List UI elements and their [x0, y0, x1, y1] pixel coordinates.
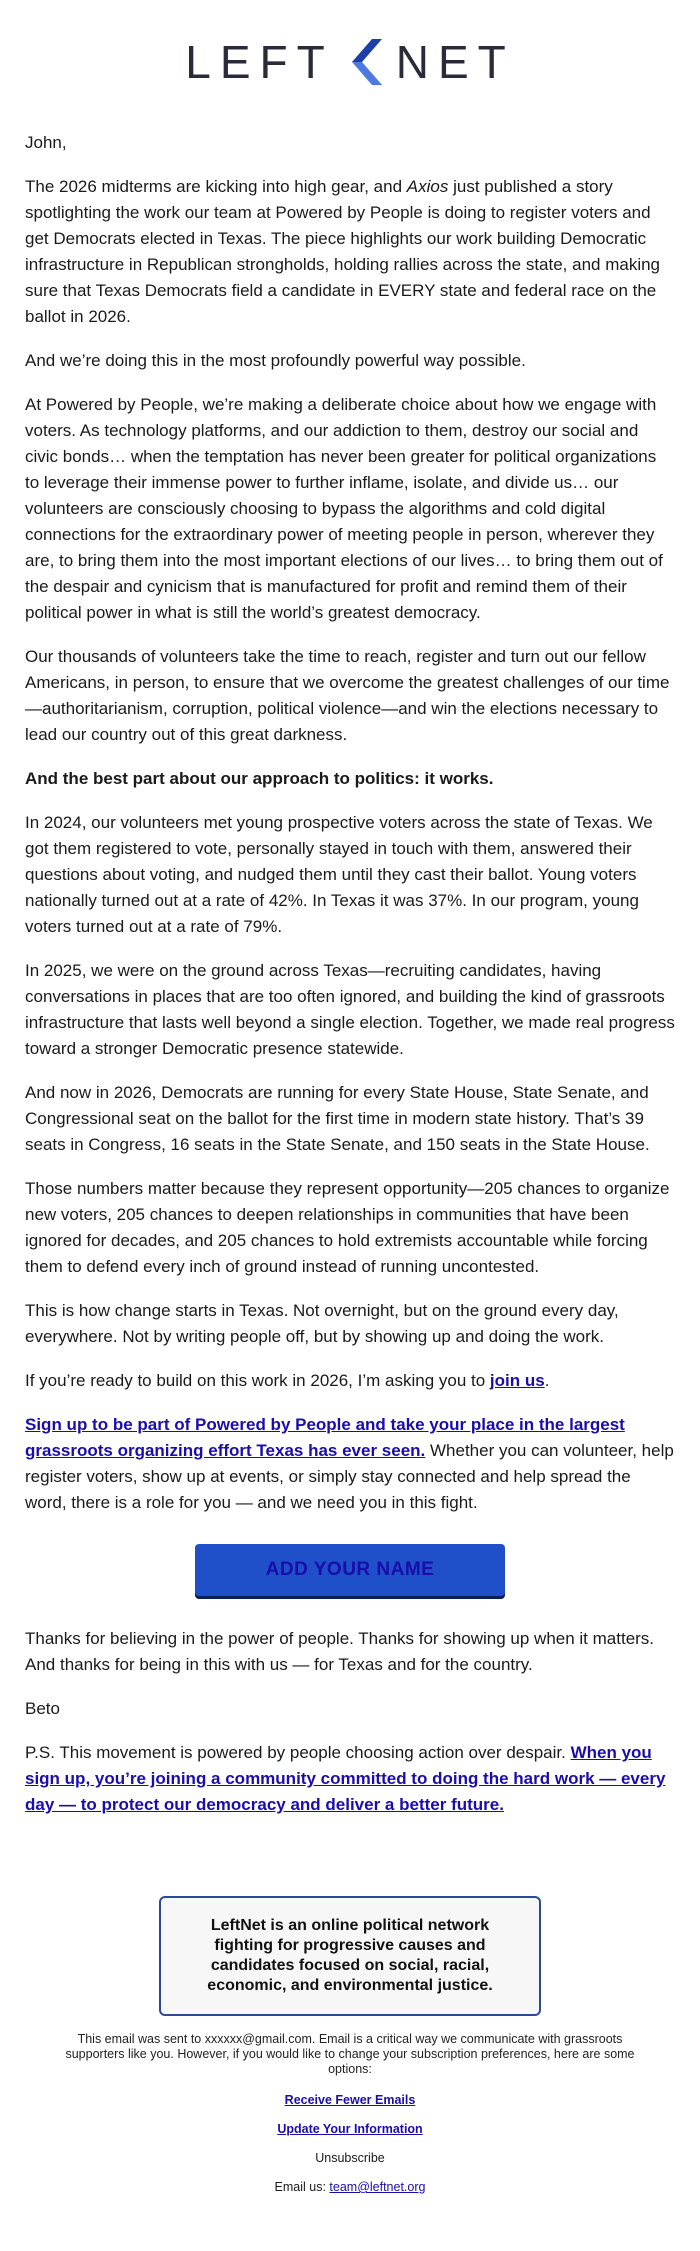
email-address-link[interactable]: team@leftnet.org — [329, 2180, 426, 2194]
paragraph-ps: P.S. This movement is powered by people choosing action over despair. When you sign up, you’re joining a community committed to doing the hard work — every day — to protect our democracy and deliver a better future. — [25, 1743, 666, 1814]
paragraph-volunteers: Our thousands of volunteers take the time to reach, register and turn out our fellow Americans, in person, to ensure that we overcome the greatest challenges of our time—authoritarianism, corruption, political violence—and win the elections necessary to lead our country out of this great darkness. — [25, 647, 670, 744]
footer-note: This email was sent to xxxxxx@gmail.com. Email is a critical way we communicate with grassroots supporters like you. However, if you would like to change your subscription preferences, here are some options: — [65, 2032, 635, 2076]
update-information-link[interactable]: Update Your Information — [277, 2122, 423, 2136]
footer-links — [0, 2093, 700, 2195]
receive-fewer-emails-link[interactable]: Receive Fewer Emails — [284, 2093, 416, 2107]
signup-link[interactable]: Sign up to be part of Powered by People and take your place in the largest grassroots organizing effort Texas has ever seen. — [25, 1415, 625, 1460]
add-your-name-button[interactable]: ADD YOUR NAME — [195, 1544, 505, 1596]
chevron-lower-half — [352, 62, 382, 85]
cta-container — [25, 1544, 675, 1596]
footer — [0, 1896, 700, 2195]
unsubscribe-link[interactable]: Unsubscribe — [315, 2151, 385, 2165]
paragraph-change: This is how change starts in Texas. Not overnight, but on the ground every day, everywhere. Not by writing people off, but by showing up and doing the work. — [25, 1301, 619, 1346]
chevron-left-icon — [348, 39, 382, 85]
axios-mention: Axios — [406, 177, 449, 196]
paragraph-signup: Sign up to be part of Powered by People and take your place in the largest grassroots organizing effort Texas has ever seen. Whether you can volunteer, help register voters, show up at events, or simply stay connected and help spread the word, there is a role for you — and we need you in this fight. — [25, 1415, 674, 1512]
paragraph-2025: In 2025, we were on the ground across Texas—recruiting candidates, having conversations in places that are too often ignored, and building the kind of grassroots infrastructure that lasts well beyond a single election. Together, we made real progress toward a stronger Democratic presence statewide. — [25, 961, 675, 1058]
logo-left-word: LEFT — [185, 36, 334, 88]
paragraph-intro: The 2026 midterms are kicking into high gear, and Axios just published a story spotlighting the work our team at Powered by People is doing to register voters and get Democrats elected in Texas. The piece highlights our work building Democratic infrastructure in Republican strongholds, holding rallies across the state, and making sure that Texas Democrats field a candidate in EVERY state and federal race on the ballot in 2026. — [25, 177, 661, 326]
greeting: John, — [25, 133, 67, 152]
paragraph-2024: In 2024, our volunteers met young prospective voters across the state of Texas. We got them registered to vote, personally stayed in touch with them, answered their questions about voting, and nudged them until they cast their ballot. Young voters nationally turned out at a rate of 42%. In Texas it was 37%. In our program, young voters turned out at a rate of 79%. — [25, 813, 653, 936]
paragraph-it-works: And the best part about our approach to politics: it works. — [25, 769, 494, 788]
chevron-upper-half — [352, 39, 382, 62]
paragraph-2026: And now in 2026, Democrats are running for every State House, State Senate, and Congressional seat on the ballot for the first time in modern state history. That’s 39 seats in Congress, 16 seats in the State Senate, and 150 seats in the State House. — [25, 1083, 650, 1154]
ps-signup-link[interactable]: When you sign up, you’re joining a community committed to doing the hard work — every day — to protect our democracy and deliver a better future. — [25, 1743, 666, 1814]
join-us-link[interactable]: join us — [489, 1371, 545, 1390]
email-us-line: Email us: team@leftnet.org — [274, 2180, 426, 2194]
paragraph-thanks: Thanks for believing in the power of people. Thanks for showing up when it matters. And thanks for being in this with us — for Texas and for the country. — [25, 1629, 655, 1674]
paragraph-numbers: Those numbers matter because they represent opportunity—205 chances to organize new voters, 205 chances to deepen relationships in communities that have been ignored for decades, and 205 chances to hold extremists accountable while forcing them to defend every inch of ground instead of running uncontested. — [25, 1179, 670, 1276]
logo-right-word: NET — [395, 36, 515, 88]
about-box: LeftNet is an online political network fighting for progressive causes and candidates focused on social, racial, economic, and environmental justice. — [159, 1896, 541, 2016]
signature: Beto — [25, 1699, 60, 1718]
email-body — [0, 130, 700, 1818]
paragraph-powerful: And we’re doing this in the most profoundly powerful way possible. — [25, 351, 526, 370]
paragraph-approach: At Powered by People, we’re making a deliberate choice about how we engage with voters. As technology platforms, and our addiction to them, destroy our social and civic bonds… when the temptation has never been greater for political organizations to leverage their immense power to further inflame, isolate, and divide us… our volunteers are consciously choosing to bypass the algorithms and cold digital connections for the extraordinary power of meeting people in person, wherever they are, to bring them into the most important elections of our lives… to bring them out of the despair and cynicism that is manufactured for profit and remind them of their political power in what is still the world’s greatest democracy. — [25, 395, 663, 622]
leftnet-logo — [0, 32, 700, 92]
paragraph-join: If you’re ready to build on this work in 2026, I’m asking you to join us. — [25, 1371, 550, 1390]
